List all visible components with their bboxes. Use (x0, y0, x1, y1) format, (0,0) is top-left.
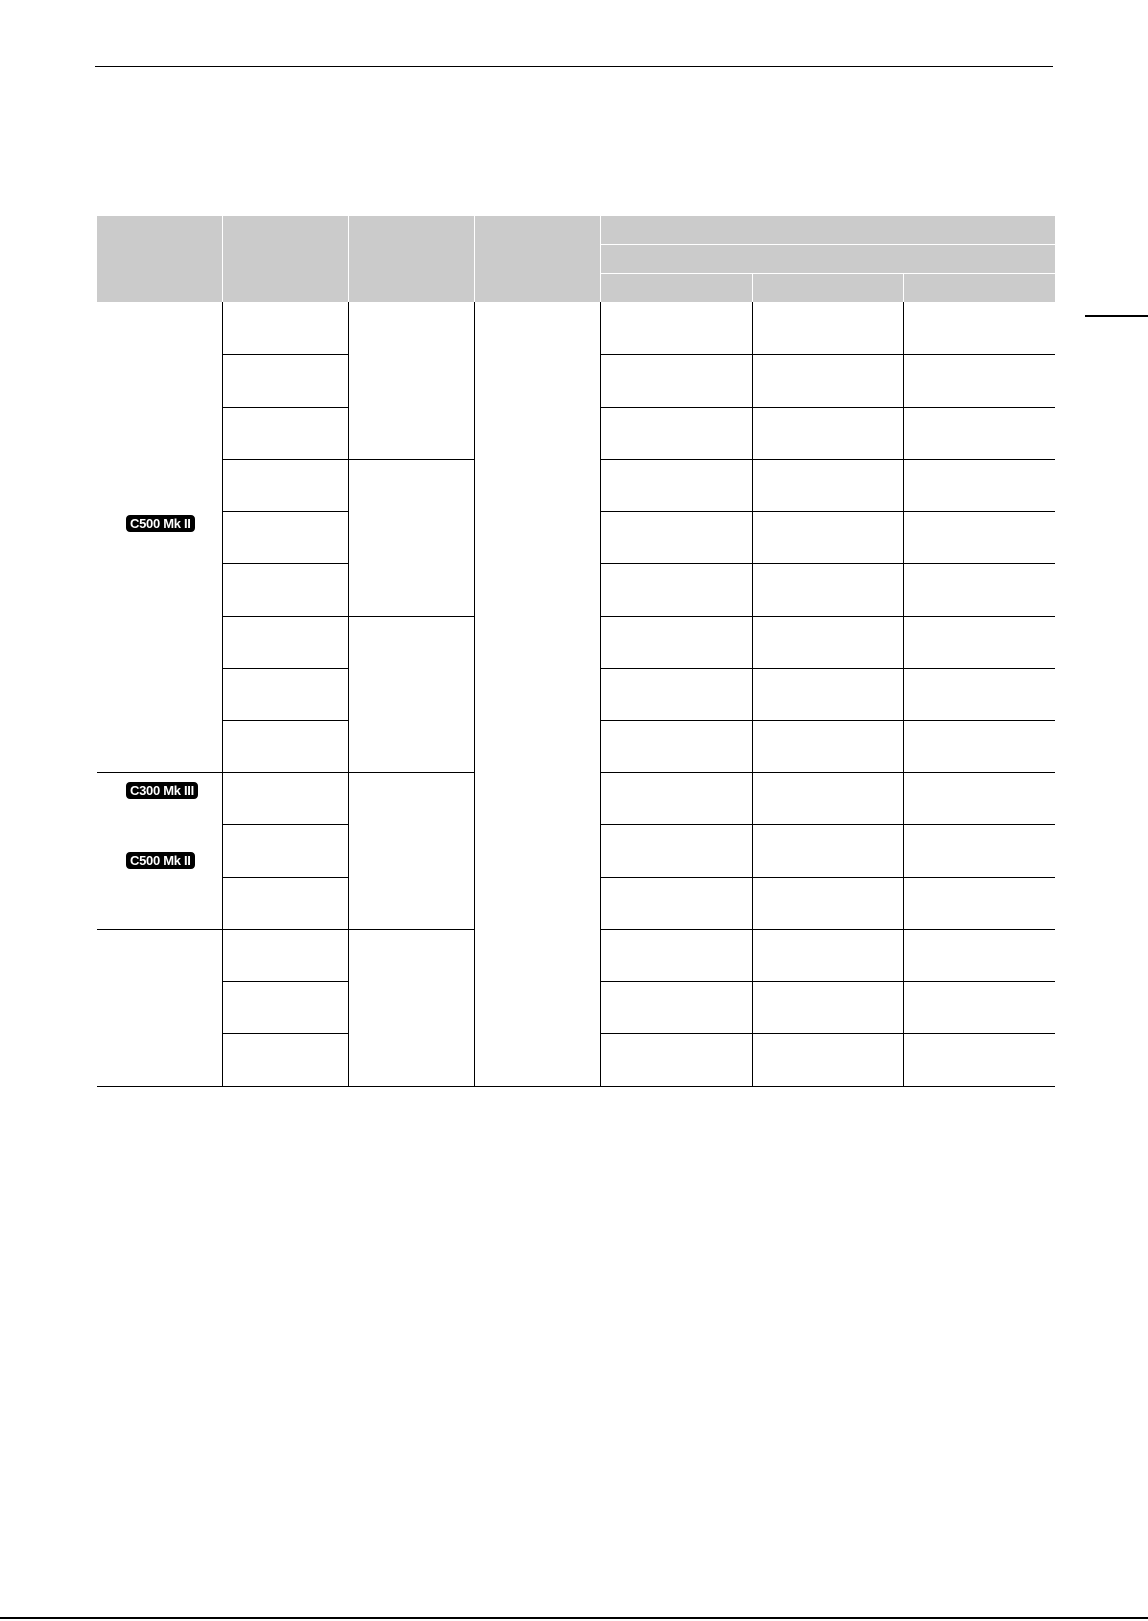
model-badge-c300-mk3: C300 Mk III (126, 782, 198, 799)
table-header-row (97, 216, 1055, 302)
model-badge-c500-mk2-secondary: C500 Mk II (126, 852, 195, 869)
page-footer-rule (0, 1617, 1148, 1619)
section-tab-marker (1085, 315, 1148, 317)
model-badge-c500-mk2: C500 Mk II (126, 515, 195, 532)
page-header-rule (95, 66, 1053, 67)
specifications-table (97, 216, 1055, 1087)
